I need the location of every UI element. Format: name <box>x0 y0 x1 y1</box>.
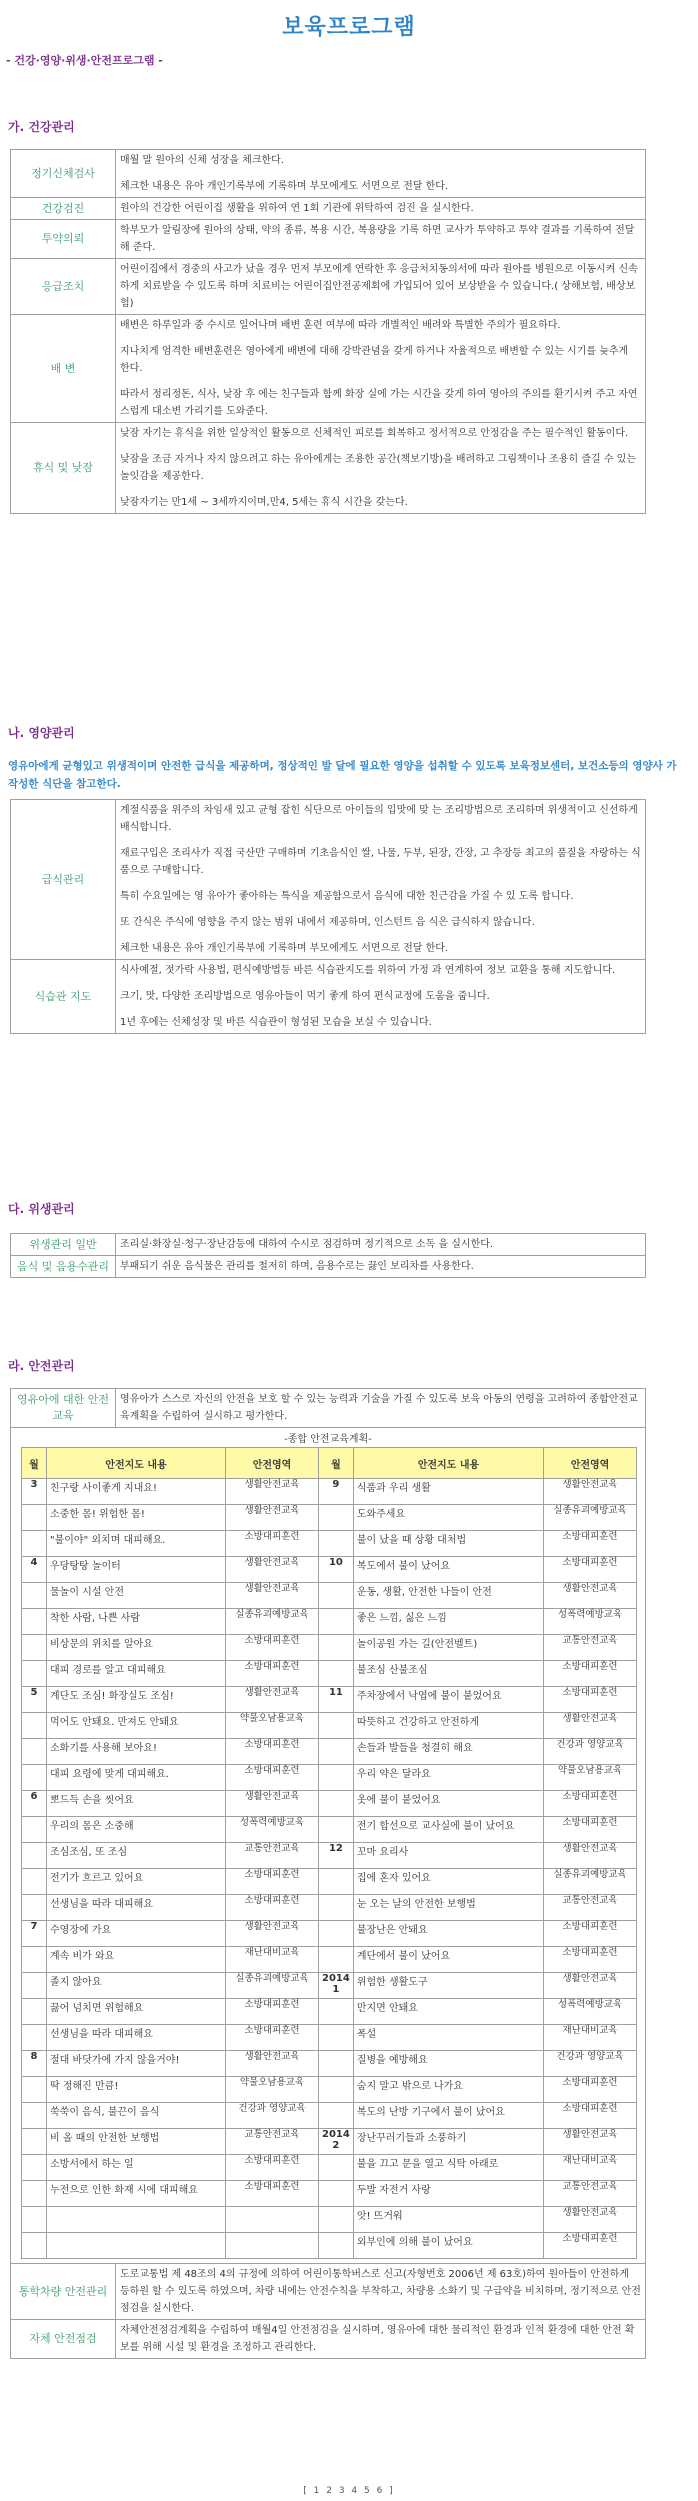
area-cell: 소방대피훈련 <box>544 2077 637 2103</box>
content-cell <box>47 2207 226 2233</box>
area-cell: 소방대피훈련 <box>544 1817 637 1843</box>
plan-row <box>22 1817 637 1843</box>
plan-row <box>22 1661 637 1687</box>
row-paragraph: 학부모가 알림장에 원아의 상태, 약의 종류, 복용 시간, 복용량을 기록 하면 교사가 투약하고 투약 결과를 기록하여 전달 해 준다. <box>120 225 635 253</box>
content-cell: 선생님을 따라 대피해요 <box>47 1895 226 1921</box>
row-label: 음식 및 음용수관리 <box>11 1256 116 1278</box>
content-cell: 우당탕탕 놀이터 <box>47 1557 226 1583</box>
month-cell <box>318 1531 353 1557</box>
pagination[interactable]: [ 1 2 3 4 5 6 ] <box>303 2486 395 2496</box>
area-cell: 실종유괴예방교육 <box>544 1505 637 1531</box>
area-cell: 생활안전교육 <box>544 2129 637 2155</box>
plan-header: 월 <box>22 1448 47 1479</box>
month-cell <box>318 2207 353 2233</box>
plan-row <box>22 2129 637 2155</box>
content-cell: 복도의 난방 기구에서 불이 났어요 <box>353 2103 543 2129</box>
plan-row <box>22 1609 637 1635</box>
section-heading: 나. 영양관리 <box>8 726 75 740</box>
month-cell <box>22 1583 47 1609</box>
row-content <box>116 259 646 315</box>
month-cell <box>22 2155 47 2181</box>
plan-header: 안전지도 내용 <box>47 1448 226 1479</box>
content-cell: 딱 정해진 만큼! <box>47 2077 226 2103</box>
month-cell <box>318 1713 353 1739</box>
plan-header: 월 <box>318 1448 353 1479</box>
plan-row <box>22 1921 637 1947</box>
safety-table <box>10 1388 646 2359</box>
area-cell: 건강과 영양교육 <box>226 2103 319 2129</box>
row-paragraph: 따라서 정리정돈, 식사, 낮잠 후 에는 친구들과 함께 화장 실에 가는 시간을 갖게 하여 영아의 주의를 환기시켜 주고 자연스럽게 대소변 가리기를 도와준다. <box>120 389 638 417</box>
month-cell <box>22 1973 47 1999</box>
month-cell <box>318 1999 353 2025</box>
month-cell <box>22 1531 47 1557</box>
area-cell <box>226 2233 319 2259</box>
area-cell: 실종유괴예방교육 <box>226 1609 319 1635</box>
area-cell: 소방대피훈련 <box>544 1531 637 1557</box>
health-section <box>0 118 646 514</box>
area-cell: 생활안전교육 <box>226 1583 319 1609</box>
area-cell: 생활안전교육 <box>544 2207 637 2233</box>
row-paragraph: 매월 말 원아의 신체 성장을 체크한다. <box>120 155 284 166</box>
plan-row <box>22 1531 637 1557</box>
plan-cell <box>11 1428 646 2264</box>
month-cell: 3 <box>22 1479 47 1505</box>
area-cell: 소방대피훈련 <box>226 1869 319 1895</box>
row-label: 휴식 및 낮잠 <box>11 423 116 514</box>
plan-header: 안전지도 내용 <box>353 1448 543 1479</box>
content-cell: 폭설 <box>353 2025 543 2051</box>
info-row <box>11 198 646 220</box>
area-cell: 소방대피훈련 <box>544 1947 637 1973</box>
row-paragraph: 크기, 맛, 다양한 조리방법으로 영유아들이 먹기 좋게 하여 편식교정에 도움을 줍니다. <box>120 991 490 1002</box>
content-cell: 착한 사람, 나쁜 사람 <box>47 1609 226 1635</box>
content-cell: 비상문의 위치를 알아요 <box>47 1635 226 1661</box>
info-row <box>11 423 646 514</box>
row-paragraph: 재료구입은 조리사가 직접 국산만 구매하며 기초음식인 쌀, 나물, 두부, 된장, 간장, 고 추장등 최고의 품질을 자랑하는 식품으로 구매합니다. <box>120 848 641 876</box>
content-cell: 계속 비가 와요 <box>47 1947 226 1973</box>
content-cell: 주차장에서 낙엽에 불이 붙었어요 <box>353 1687 543 1713</box>
content-cell: 소방서에서 하는 일 <box>47 2155 226 2181</box>
plan-row <box>22 1479 637 1505</box>
content-cell: 전기가 흐르고 있어요 <box>47 1869 226 1895</box>
month-cell <box>22 1869 47 1895</box>
row-label: 식습관 지도 <box>11 960 116 1034</box>
month-cell <box>22 2025 47 2051</box>
row-paragraph: 배변은 하루일과 중 수시로 일어나며 배변 훈련 여부에 따라 개별적인 배려와 특별한 주의가 필요하다. <box>120 320 561 331</box>
content-cell: 누전으로 인한 화재 시에 대피해요 <box>47 2181 226 2207</box>
content-cell: 불이 났을 때 상황 대처법 <box>353 1531 543 1557</box>
content-cell: 소화기를 사용해 보아요! <box>47 1739 226 1765</box>
month-cell <box>22 1817 47 1843</box>
area-cell: 성폭력예방교육 <box>544 1609 637 1635</box>
row-content <box>116 800 646 960</box>
content-cell: 꼬마 요리사 <box>353 1843 543 1869</box>
area-cell: 교통안전교육 <box>544 1635 637 1661</box>
area-cell: 생활안전교육 <box>226 1791 319 1817</box>
area-cell: 생활안전교육 <box>544 1583 637 1609</box>
content-cell: 좋은 느낌, 싫은 느낌 <box>353 1609 543 1635</box>
content-cell: 졸지 않아요 <box>47 1973 226 1999</box>
area-cell: 소방대피훈련 <box>544 2233 637 2259</box>
row-label: 건강검진 <box>11 198 116 220</box>
month-cell <box>22 1947 47 1973</box>
month-cell <box>318 1791 353 1817</box>
month-cell <box>22 2103 47 2129</box>
plan-row <box>22 1999 637 2025</box>
month-cell <box>22 1661 47 1687</box>
info-row <box>11 220 646 259</box>
content-cell: 절대 바닷가에 가지 않을거야! <box>47 2051 226 2077</box>
month-cell <box>22 2129 47 2155</box>
plan-row <box>22 1869 637 1895</box>
area-cell: 소방대피훈련 <box>226 1999 319 2025</box>
content-cell: 계단에서 불이 났어요 <box>353 1947 543 1973</box>
plan-row <box>22 2181 637 2207</box>
content-cell: 물놀이 시설 안전 <box>47 1583 226 1609</box>
info-row <box>11 315 646 423</box>
content-cell: "불이야" 외치며 대피해요. <box>47 1531 226 1557</box>
content-cell: 먹어도 안돼요. 만져도 안돼요 <box>47 1713 226 1739</box>
month-cell <box>318 1635 353 1661</box>
area-cell: 생활안전교육 <box>226 1479 319 1505</box>
content-cell: 도와주세요 <box>353 1505 543 1531</box>
area-cell: 건강과 영양교육 <box>544 1739 637 1765</box>
hygiene-section <box>0 1200 646 1278</box>
plan-row <box>22 1791 637 1817</box>
row-label: 위생관리 일반 <box>11 1234 116 1256</box>
area-cell: 생활안전교육 <box>544 1479 637 1505</box>
month-cell <box>22 1609 47 1635</box>
content-cell: 눈 오는 날의 안전한 보행법 <box>353 1895 543 1921</box>
content-cell: 숨지 말고 밖으로 나가요 <box>353 2077 543 2103</box>
self-check-label: 자체 안전점검 <box>11 2320 116 2359</box>
area-cell: 소방대피훈련 <box>226 1739 319 1765</box>
month-cell <box>22 2233 47 2259</box>
month-cell <box>318 2233 353 2259</box>
month-cell: 2014 1 <box>318 1973 353 1999</box>
content-cell: 질병을 예방해요 <box>353 2051 543 2077</box>
content-cell: 불장난은 안돼요 <box>353 1921 543 1947</box>
plan-row <box>22 1739 637 1765</box>
content-cell: 집에 혼자 있어요 <box>353 1869 543 1895</box>
nutrition-intro: 영유아에게 균형있고 위생적이며 안전한 급식을 제공하며, 정상적인 발 달에 필요한 영양을 섭취할 수 있도록 보육정보센터, 보건소등의 영양사 가 작성한 식단을 참고한다. <box>8 760 677 790</box>
row-paragraph: 어린이집에서 경중의 사고가 났을 경우 먼저 부모에게 연락한 후 응급처치동의서에 따라 원아를 병원으로 이동시켜 신속하게 치료받을 수 있도록 하며 치료비는 어린이집안전공제회에 가입되어 있어 보상받을 수 있습니다.( 상해보험, 배상보험) <box>120 264 638 309</box>
month-cell <box>318 1921 353 1947</box>
info-row <box>11 1234 646 1256</box>
content-cell: 식품과 우리 생활 <box>353 1479 543 1505</box>
plan-row <box>22 2155 637 2181</box>
row-paragraph: 낮잠 자기는 휴식을 위한 일상적인 활동으로 신체적인 피로를 회복하고 정서적으로 안정감을 주는 필수적인 활동이다. <box>120 428 629 439</box>
area-cell: 약물오남용교육 <box>544 1765 637 1791</box>
month-cell: 10 <box>318 1557 353 1583</box>
content-cell: 우리의 몸은 소중해 <box>47 1817 226 1843</box>
row-paragraph: 낮잠을 조금 자거나 자지 않으려고 하는 유아에게는 조용한 공간(책보기방)을 배려하고 그림책이나 조용히 즐길 수 있는 놀잇감을 제공한다. <box>120 454 636 482</box>
section-heading: 다. 위생관리 <box>8 1202 75 1216</box>
safety-section <box>0 1357 646 2359</box>
month-cell <box>318 1895 353 1921</box>
content-cell: 장난꾸러기들과 소풍하기 <box>353 2129 543 2155</box>
area-cell: 생활안전교육 <box>544 1843 637 1869</box>
month-cell <box>22 2181 47 2207</box>
plan-header: 안전영역 <box>226 1448 319 1479</box>
row-content <box>116 315 646 423</box>
area-cell: 생활안전교육 <box>226 1687 319 1713</box>
content-cell: 불을 끄고 문을 열고 식탁 아래로 <box>353 2155 543 2181</box>
area-cell: 교통안전교육 <box>544 1895 637 1921</box>
content-cell: 끓어 넘치면 위험해요 <box>47 1999 226 2025</box>
month-cell <box>22 1505 47 1531</box>
content-cell <box>47 2233 226 2259</box>
area-cell: 소방대피훈련 <box>226 2155 319 2181</box>
row-content <box>116 960 646 1034</box>
plan-row <box>22 2103 637 2129</box>
area-cell: 소방대피훈련 <box>226 1765 319 1791</box>
area-cell: 소방대피훈련 <box>544 1661 637 1687</box>
content-cell: 두발 자전거 사랑 <box>353 2181 543 2207</box>
area-cell: 실종유괴예방교육 <box>226 1973 319 1999</box>
info-row <box>11 800 646 960</box>
plan-row <box>22 1895 637 1921</box>
row-paragraph: 체크한 내용은 유아 개인기록부에 기록하며 부모에게도 서면으로 전달 한다. <box>120 943 449 954</box>
plan-row <box>22 1557 637 1583</box>
area-cell: 생활안전교육 <box>226 2051 319 2077</box>
area-cell: 소방대피훈련 <box>226 2181 319 2207</box>
month-cell <box>318 2077 353 2103</box>
plan-row <box>22 2077 637 2103</box>
month-cell <box>22 1895 47 1921</box>
plan-row <box>22 1947 637 1973</box>
area-cell: 교통안전교육 <box>226 1843 319 1869</box>
content-cell: 뽀드득 손을 씻어요 <box>47 1791 226 1817</box>
row-content <box>116 150 646 198</box>
month-cell <box>318 1739 353 1765</box>
area-cell <box>226 2207 319 2233</box>
plan-row <box>22 2025 637 2051</box>
content-cell: 운동, 생활, 안전한 나들이 안전 <box>353 1583 543 1609</box>
month-cell <box>318 1947 353 1973</box>
month-cell: 9 <box>318 1479 353 1505</box>
area-cell: 성폭력예방교육 <box>226 1817 319 1843</box>
content-cell: 대피 요령에 맞게 대피해요. <box>47 1765 226 1791</box>
vehicle-label: 통학차량 안전관리 <box>11 2264 116 2320</box>
info-row <box>11 960 646 1034</box>
content-cell: 앗! 뜨거워 <box>353 2207 543 2233</box>
month-cell <box>318 1817 353 1843</box>
month-cell: 7 <box>22 1921 47 1947</box>
month-cell <box>318 2051 353 2077</box>
content-cell: 외부인에 의해 불이 났어요 <box>353 2233 543 2259</box>
row-label: 급식관리 <box>11 800 116 960</box>
area-cell: 생활안전교육 <box>226 1505 319 1531</box>
vehicle-text: 도로교통법 제 48조의 4의 규정에 의하여 어린이통학버스로 신고(자형번호 2006년 제 63호)하여 원아들이 안전하게 등하원 할 수 있도록 하였으며, 차량 내에는 안전수칙을 부착하고, 차량용 소화기 및 구급약을 비치하며, 정기적으로 안전점검을 실시한다. <box>116 2264 646 2320</box>
plan-row <box>22 1687 637 1713</box>
content-cell: 소중한 몸! 위험한 몸! <box>47 1505 226 1531</box>
row-label: 배 변 <box>11 315 116 423</box>
content-cell: 선생님을 따라 대피해요 <box>47 2025 226 2051</box>
content-cell: 쑥쑥이 음식, 불끈이 음식 <box>47 2103 226 2129</box>
info-row <box>11 259 646 315</box>
area-cell: 재난대비교육 <box>544 2025 637 2051</box>
health-table <box>10 149 646 514</box>
content-cell: 조심조심, 또 조심 <box>47 1843 226 1869</box>
row-paragraph: 체크한 내용은 유아 개인기록부에 기록하며 부모에게도 서면으로 전달 한다. <box>120 181 449 192</box>
area-cell: 소방대피훈련 <box>226 1531 319 1557</box>
area-cell: 소방대피훈련 <box>544 1921 637 1947</box>
area-cell: 소방대피훈련 <box>226 2025 319 2051</box>
area-cell: 재난대비교육 <box>544 2155 637 2181</box>
area-cell: 교통안전교육 <box>544 2181 637 2207</box>
month-cell <box>318 1765 353 1791</box>
content-cell: 위험한 생활도구 <box>353 1973 543 1999</box>
area-cell: 소방대피훈련 <box>544 2103 637 2129</box>
month-cell: 11 <box>318 1687 353 1713</box>
month-cell: 12 <box>318 1843 353 1869</box>
self-check-text: 자체안전점검계획을 수립하여 매월4일 안전점검을 실시하며, 영유아에 대한 물리적인 환경과 인적 환경에 대한 안전 확보를 위해 시설 및 환경을 조정하고 관리한다. <box>116 2320 646 2359</box>
safety-edu-label: 영유아에 대한 안전교육 <box>11 1389 116 1428</box>
month-cell <box>318 2103 353 2129</box>
content-cell: 복도에서 불이 났어요 <box>353 1557 543 1583</box>
row-paragraph: 낮잠자기는 만1세 ~ 3세까지이며,만4, 5세는 휴식 시간을 갖는다. <box>120 497 408 508</box>
plan-row <box>22 1635 637 1661</box>
safety-plan-table <box>21 1447 637 2259</box>
plan-row <box>22 1843 637 1869</box>
content-cell: 비 올 때의 안전한 보행법 <box>47 2129 226 2155</box>
row-label: 정기신체검사 <box>11 150 116 198</box>
content-cell: 놀이공원 가는 길(안전벨트) <box>353 1635 543 1661</box>
section-heading: 가. 건강관리 <box>8 120 75 134</box>
page-subtitle: - 건강·영양·위생·안전프로그램 - <box>6 54 163 67</box>
section-heading: 라. 안전관리 <box>8 1359 75 1373</box>
area-cell: 재난대비교육 <box>226 1947 319 1973</box>
month-cell <box>22 1843 47 1869</box>
area-cell: 실종유괴예방교육 <box>544 1869 637 1895</box>
content-cell: 우리 약은 달라요 <box>353 1765 543 1791</box>
area-cell: 약물오남용교육 <box>226 1713 319 1739</box>
content-cell: 계단도 조심! 화장실도 조심! <box>47 1687 226 1713</box>
area-cell: 소방대피훈련 <box>226 1635 319 1661</box>
month-cell: 5 <box>22 1687 47 1713</box>
content-cell: 옷에 불이 붙었어요 <box>353 1791 543 1817</box>
month-cell <box>318 1505 353 1531</box>
month-cell <box>22 1999 47 2025</box>
area-cell: 생활안전교육 <box>544 1713 637 1739</box>
area-cell: 교통안전교육 <box>226 2129 319 2155</box>
row-paragraph: 1년 후에는 신체성장 및 바른 식습관이 형성된 모습을 보실 수 있습니다. <box>120 1017 432 1028</box>
area-cell: 생활안전교육 <box>226 1557 319 1583</box>
content-cell: 전기 합선으로 교사실에 불이 났어요 <box>353 1817 543 1843</box>
content-cell: 대피 경로를 알고 대피해요 <box>47 1661 226 1687</box>
info-row <box>11 150 646 198</box>
plan-row <box>22 2051 637 2077</box>
month-cell <box>22 1739 47 1765</box>
row-content <box>116 1256 646 1278</box>
area-cell: 약물오남용교육 <box>226 2077 319 2103</box>
area-cell: 성폭력예방교육 <box>544 1999 637 2025</box>
area-cell: 소방대피훈련 <box>544 1557 637 1583</box>
row-content <box>116 423 646 514</box>
nutrition-table <box>10 799 646 1034</box>
row-paragraph: 원아의 건강한 어린이집 생활을 위하여 연 1회 기관에 위탁하여 검진 을 실시한다. <box>120 203 474 214</box>
row-content <box>116 198 646 220</box>
month-cell: 8 <box>22 2051 47 2077</box>
plan-title: -종합 안전교육계획- <box>284 1434 372 1445</box>
row-paragraph: 특히 수요일에는 영 유아가 좋아하는 특식을 제공함으로서 음식에 대한 친근감을 가질 수 있 도록 합니다. <box>120 891 574 902</box>
plan-row <box>22 1765 637 1791</box>
row-paragraph: 지나치게 엄격한 배변훈련은 영아에게 배변에 대해 강박관념을 갖게 하거나 자율적으로 배변할 수 있는 시기를 늦추게 한다. <box>120 346 629 374</box>
safety-edu-text: 영유아가 스스로 자신의 안전을 보호 할 수 있는 능력과 기술을 가질 수 있도록 보육 아동의 연령을 고려하여 종합안전교육계획을 수립하여 실시하고 평가한다. <box>116 1389 646 1428</box>
row-content <box>116 1234 646 1256</box>
area-cell: 생활안전교육 <box>544 1973 637 1999</box>
content-cell: 따뜻하고 건강하고 안전하게 <box>353 1713 543 1739</box>
info-row <box>11 1256 646 1278</box>
row-paragraph: 식사예절, 젓가락 사용법, 편식예방법등 바른 식습관지도를 위하여 가정 과 연계하여 정보 교환을 통해 지도합니다. <box>120 965 616 976</box>
area-cell: 소방대피훈련 <box>226 1895 319 1921</box>
month-cell: 2014 2 <box>318 2129 353 2155</box>
area-cell: 생활안전교육 <box>226 1921 319 1947</box>
row-paragraph: 조리실·화장실·청구·장난감등에 대하여 수시로 점검하며 정기적으로 소독 을 실시한다. <box>120 1239 494 1250</box>
row-label: 투약의뢰 <box>11 220 116 259</box>
plan-row <box>22 1505 637 1531</box>
plan-row <box>22 1713 637 1739</box>
content-cell: 손들과 발들을 청결히 해요 <box>353 1739 543 1765</box>
plan-header: 안전영역 <box>544 1448 637 1479</box>
plan-row <box>22 1583 637 1609</box>
hygiene-table <box>10 1233 646 1278</box>
area-cell: 소방대피훈련 <box>226 1661 319 1687</box>
row-paragraph: 또 간식은 주식에 영향을 주지 않는 범위 내에서 제공하며, 인스턴트 음 식은 급식하지 않습니다. <box>120 917 535 928</box>
month-cell: 6 <box>22 1791 47 1817</box>
content-cell: 친구랑 사이좋게 지내요! <box>47 1479 226 1505</box>
content-cell: 불조심 산불조심 <box>353 1661 543 1687</box>
plan-row <box>22 1973 637 1999</box>
row-label: 응급조치 <box>11 259 116 315</box>
month-cell <box>22 1713 47 1739</box>
plan-row <box>22 2207 637 2233</box>
month-cell <box>318 2181 353 2207</box>
area-cell: 소방대피훈련 <box>544 1687 637 1713</box>
nutrition-section <box>0 724 698 1034</box>
month-cell <box>318 1609 353 1635</box>
page-title: 보육프로그램 <box>282 15 416 40</box>
row-paragraph: 부패되기 쉬운 음식물은 관리를 철저히 하며, 음용수로는 끓인 보리차를 사용한다. <box>120 1261 474 1272</box>
month-cell <box>318 1661 353 1687</box>
month-cell <box>318 2025 353 2051</box>
month-cell <box>318 1583 353 1609</box>
content-cell: 수영장에 가요 <box>47 1921 226 1947</box>
month-cell <box>318 1869 353 1895</box>
row-content <box>116 220 646 259</box>
month-cell <box>22 2207 47 2233</box>
content-cell: 만지면 안돼요 <box>353 1999 543 2025</box>
area-cell: 소방대피훈련 <box>544 1791 637 1817</box>
month-cell <box>22 1635 47 1661</box>
plan-row <box>22 2233 637 2259</box>
area-cell: 건강과 영양교육 <box>544 2051 637 2077</box>
month-cell <box>22 2077 47 2103</box>
row-paragraph: 계절식품을 위주의 차임새 있고 균형 잡힌 식단으로 아이들의 입맛에 맞 는 조리방법으로 조리하며 위생적이고 신선하게 배식합니다. <box>120 805 638 833</box>
month-cell: 4 <box>22 1557 47 1583</box>
month-cell <box>318 2155 353 2181</box>
month-cell <box>22 1765 47 1791</box>
